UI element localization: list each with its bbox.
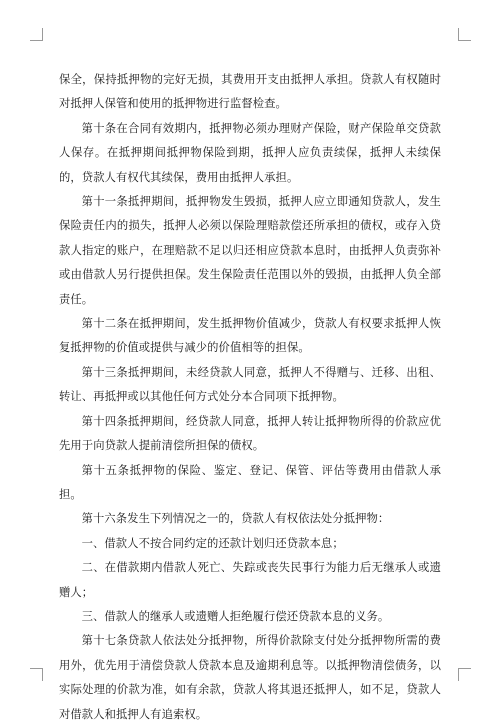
paragraph-article-17: 第十七条贷款人依法处分抵押物，所得价款除支付处分抵押物所需的费用外，优先用于清偿贷款人贷款本息及逾期利息等。以抵押物清偿债务，以实际处理的价款为准，如有余款，贷款人将其退还抵押人，如不足，贷款人对借款人和抵押人有追索权。	[59, 634, 441, 721]
paragraph-article-15: 第十五条抵押物的保险、鉴定、登记、保管、评估等费用由借款人承担。	[59, 463, 441, 501]
paragraph-article-11: 第十一条抵押期间，抵押物发生毁损，抵押人应立即通知贷款人，发生保险责任内的损失，抵押人必须以保险理赔款偿还所承担的债权，或存入贷款人指定的账户，在理赔款不足以归还相应贷款本息时，由抵押人负责弥补或由借款人另行提供担保。发生保险责任范围以外的毁损，由抵押人负全部责任。	[59, 195, 441, 306]
paragraph-article-10: 第十条在合同有效期内，抵押物必须办理财产保险，财产保险单交贷款人保存。在抵押期间抵押物保险到期，抵押人应负责续保，抵押人未续保的，贷款人有权代其续保，费用由抵押人承担。	[59, 121, 441, 184]
crop-mark-top-left	[30, 28, 43, 41]
list-item-2: 二、在借款期内借款人死亡、失踪或丧失民事行为能力后无继承人或遗赠人；	[59, 561, 441, 599]
paragraph-continuation: 保全，保持抵押物的完好无损，其费用开支由抵押人承担。贷款人有权随时对抵押人保管和使用的抵押物进行监督检查。	[59, 73, 441, 111]
paragraph-article-14: 第十四条抵押期间，经贷款人同意，抵押人转让抵押物所得的价款应优先用于向贷款人提前清偿所担保的债权。	[59, 414, 441, 453]
document-body	[59, 68, 441, 727]
paragraph-article-13: 第十三条抵押期间，未经贷款人同意，抵押人不得赠与、迁移、出租、转让、再抵押或以其他任何方式处分本合同项下抵押物。	[59, 365, 441, 404]
crop-mark-top-right	[458, 28, 471, 41]
crop-mark-bottom-left	[30, 668, 43, 681]
list-item-3: 三、借款人的继承人或遗赠人拒绝履行偿还贷款本息的义务。	[81, 609, 390, 623]
list-item-1: 一、借款人不按合同约定的还款计划归还贷款本息；	[81, 536, 344, 550]
crop-mark-bottom-right	[458, 668, 471, 681]
paragraph-article-12: 第十二条在抵押期间，发生抵押物价值减少，贷款人有权要求抵押人恢复抵押物的价值或提供与减少的价值相等的担保。	[59, 317, 441, 355]
paragraph-article-16: 第十六条发生下列情况之一的，贷款人有权依法处分抵押物：	[81, 512, 390, 526]
